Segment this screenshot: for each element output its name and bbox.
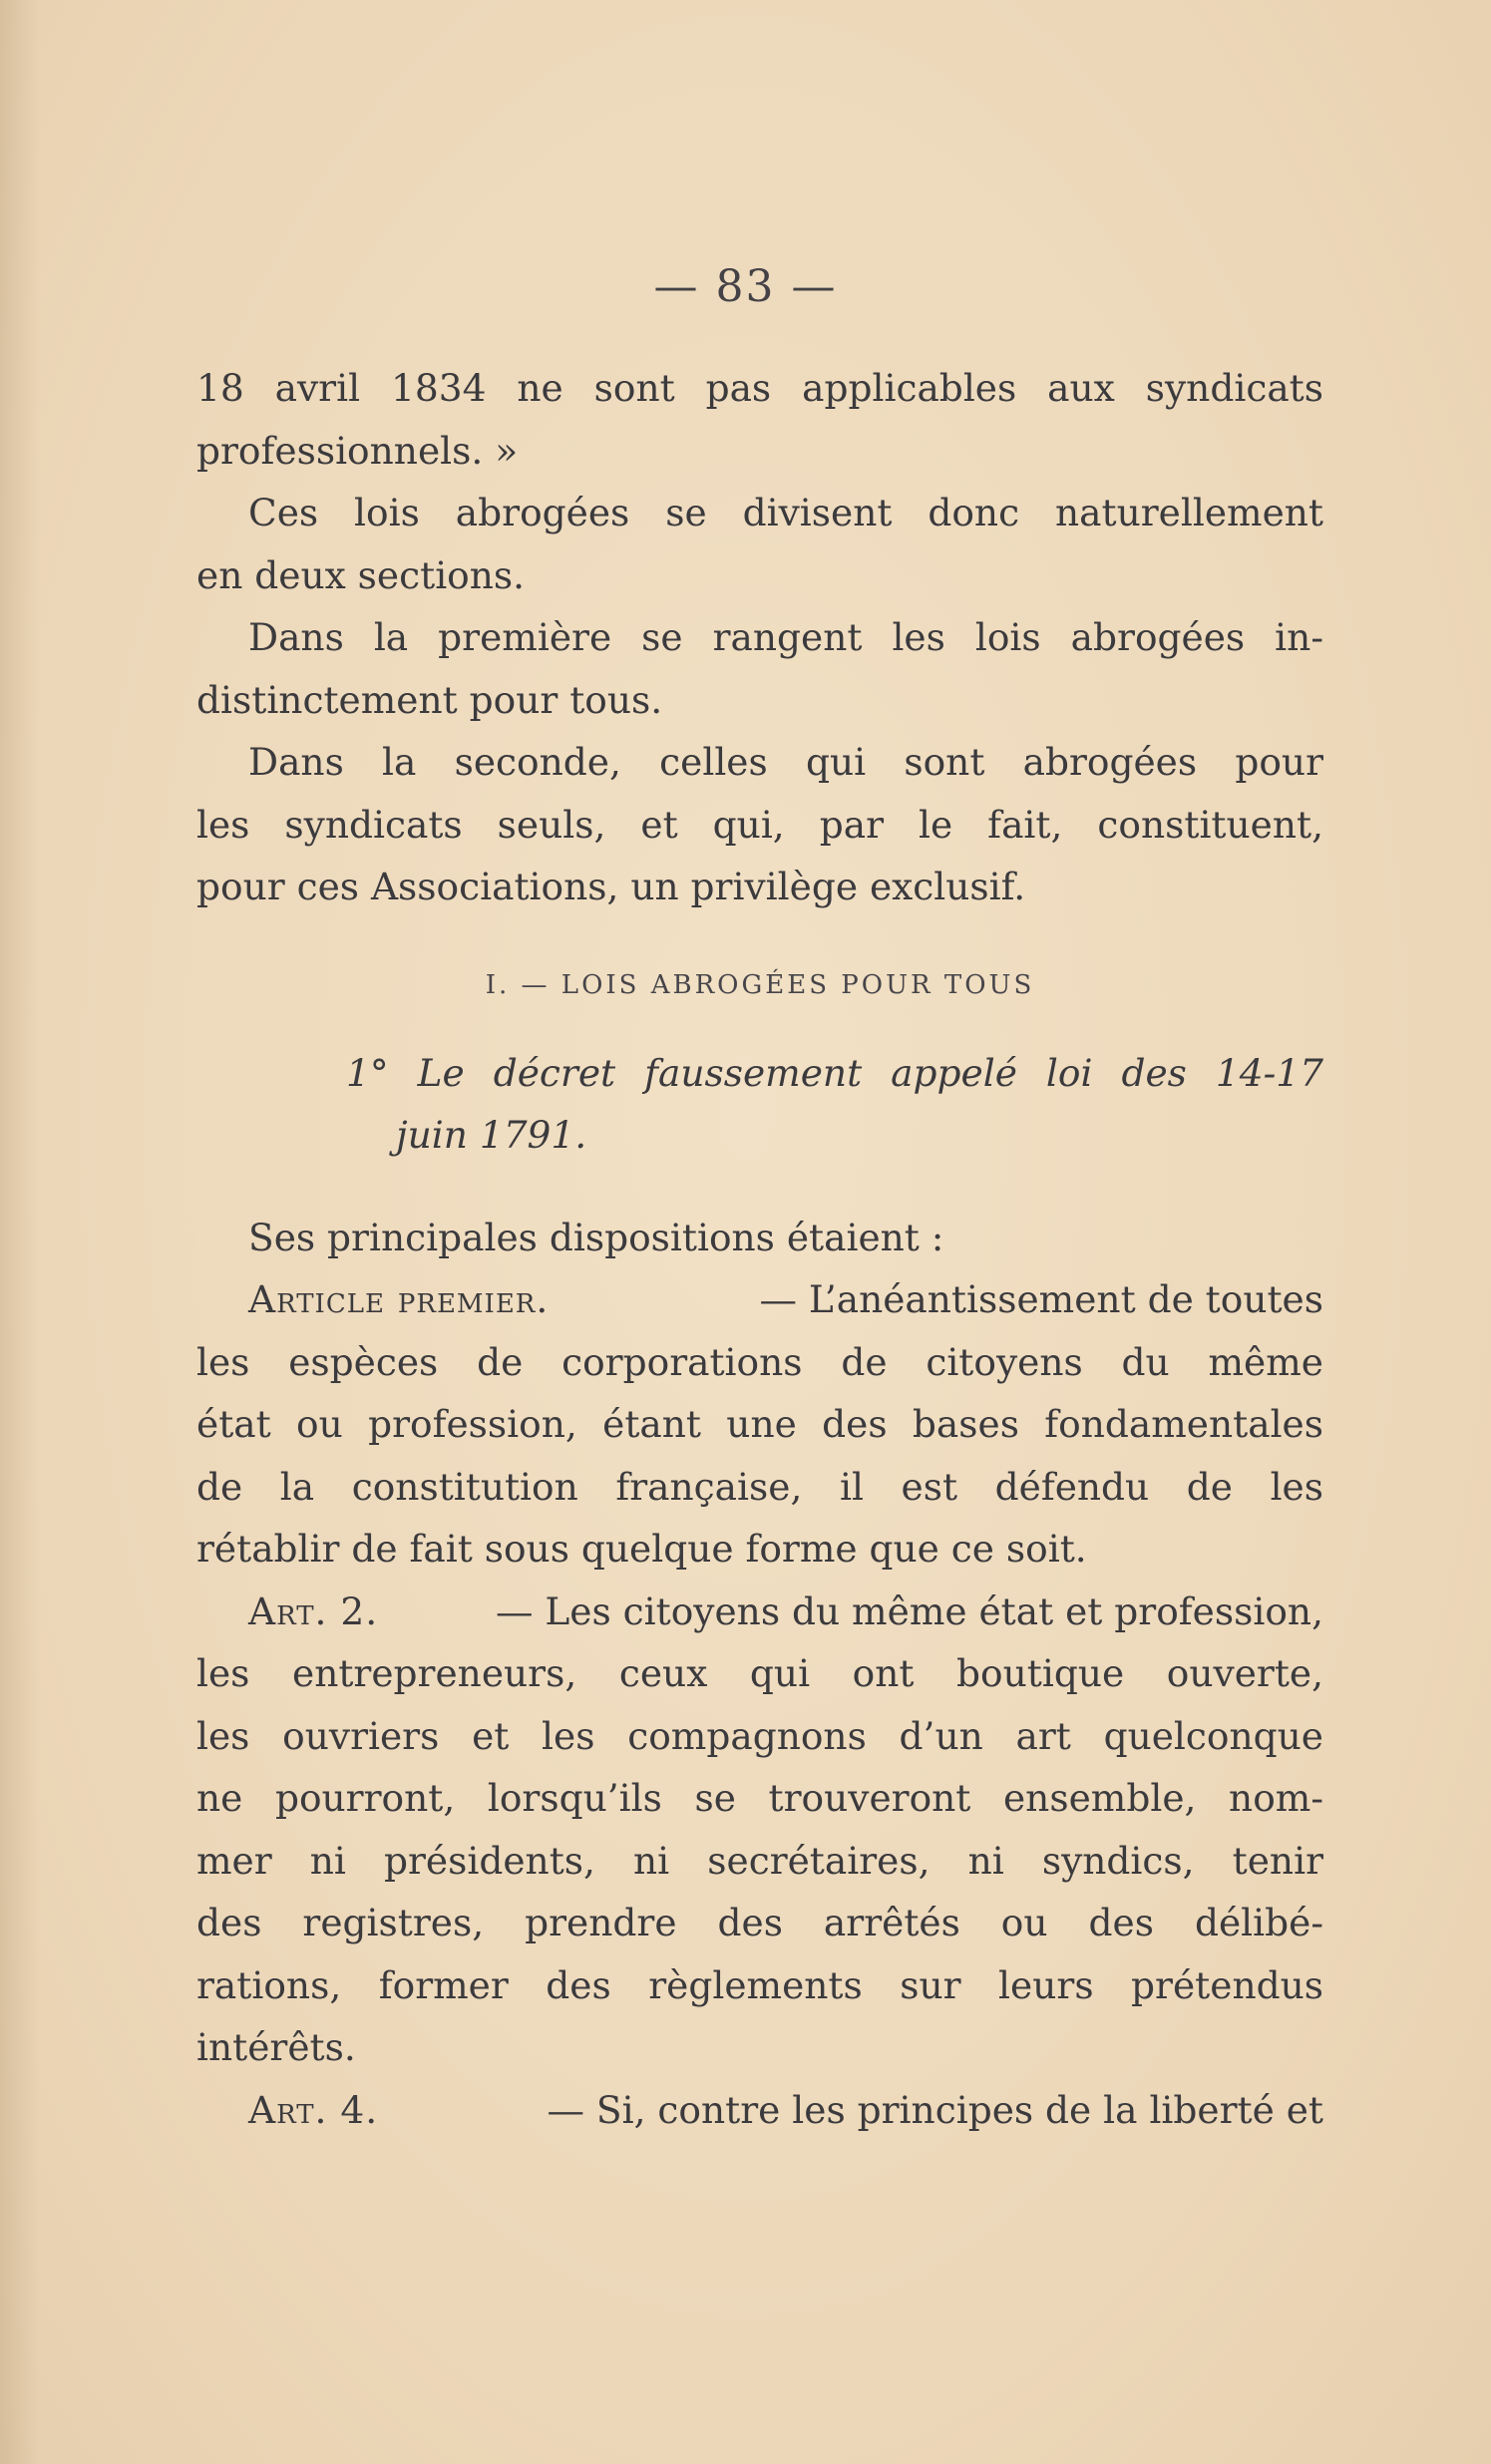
text-line: les espèces de corporations de citoyens du même: [196, 1339, 1323, 1384]
article-text: — L’anéantissement de toutes: [759, 1277, 1323, 1321]
subheading-line: 1° Le décret faussement appelé loi des 14-17: [346, 1050, 1323, 1095]
text-line: intérêts.: [196, 2025, 356, 2069]
article-line: [196, 1268, 1323, 1331]
text-line: 18 avril 1834 ne sont pas applicables aux syndicats: [196, 366, 1323, 410]
subheading-line: juin 1791.: [396, 1113, 587, 1157]
text-line: ne pourront, lorsqu’ils se trouveront ensemble, nom-: [196, 1776, 1323, 1820]
article-text: — Les citoyens du même état et profession,: [495, 1588, 1323, 1633]
article-label: Article premier.: [248, 1277, 550, 1321]
article-line: [196, 1581, 1323, 1643]
page-text: [196, 357, 1323, 2141]
text-line: Ces lois abrogées se divisent donc naturellement: [248, 491, 1323, 534]
text-line: en deux sections.: [196, 552, 526, 597]
text-line: rétablir de fait sous quelque forme que ce soit.: [196, 1527, 1087, 1571]
page-number: — 83 —: [653, 261, 838, 312]
text-line: distinctement pour tous.: [196, 677, 663, 722]
text-line: rations, former des règlements sur leurs prétendus: [196, 1962, 1323, 2007]
text-line: les entrepreneurs, ceux qui ont boutique ouverte,: [196, 1651, 1323, 1695]
text-line: mer ni présidents, ni secrétaires, ni syndics, tenir: [196, 1838, 1323, 1883]
section-heading: I. — LOIS ABROGÉES POUR TOUS: [485, 969, 1035, 1000]
text-line: Dans la première se rangent les lois abrogées in-: [248, 615, 1323, 659]
text-line: professionnels. »: [196, 428, 519, 473]
article-line: [196, 2079, 1323, 2142]
text-line: état ou profession, étant une des bases fondamentales: [196, 1402, 1323, 1446]
text-line: de la constitution française, il est défendu de les: [196, 1464, 1323, 1509]
article-text: — Si, contre les principes de la liberté et: [547, 2087, 1323, 2132]
text-line: Ses principales dispositions étaient :: [248, 1215, 944, 1259]
article-label: Art. 2.: [248, 1588, 379, 1633]
text-line: les syndicats seuls, et qui, par le fait, constituent,: [196, 802, 1323, 847]
text-line: les ouvriers et les compagnons d’un art quelconque: [196, 1713, 1323, 1758]
text-line: pour ces Associations, un privilège exclusif.: [196, 865, 1026, 908]
spacer: [196, 1167, 1323, 1207]
text-line: Dans la seconde, celles qui sont abrogées pour: [248, 740, 1323, 784]
text-line: des registres, prendre des arrêtés ou des délibé-: [196, 1901, 1323, 1944]
article-label: Art. 4.: [248, 2087, 379, 2132]
